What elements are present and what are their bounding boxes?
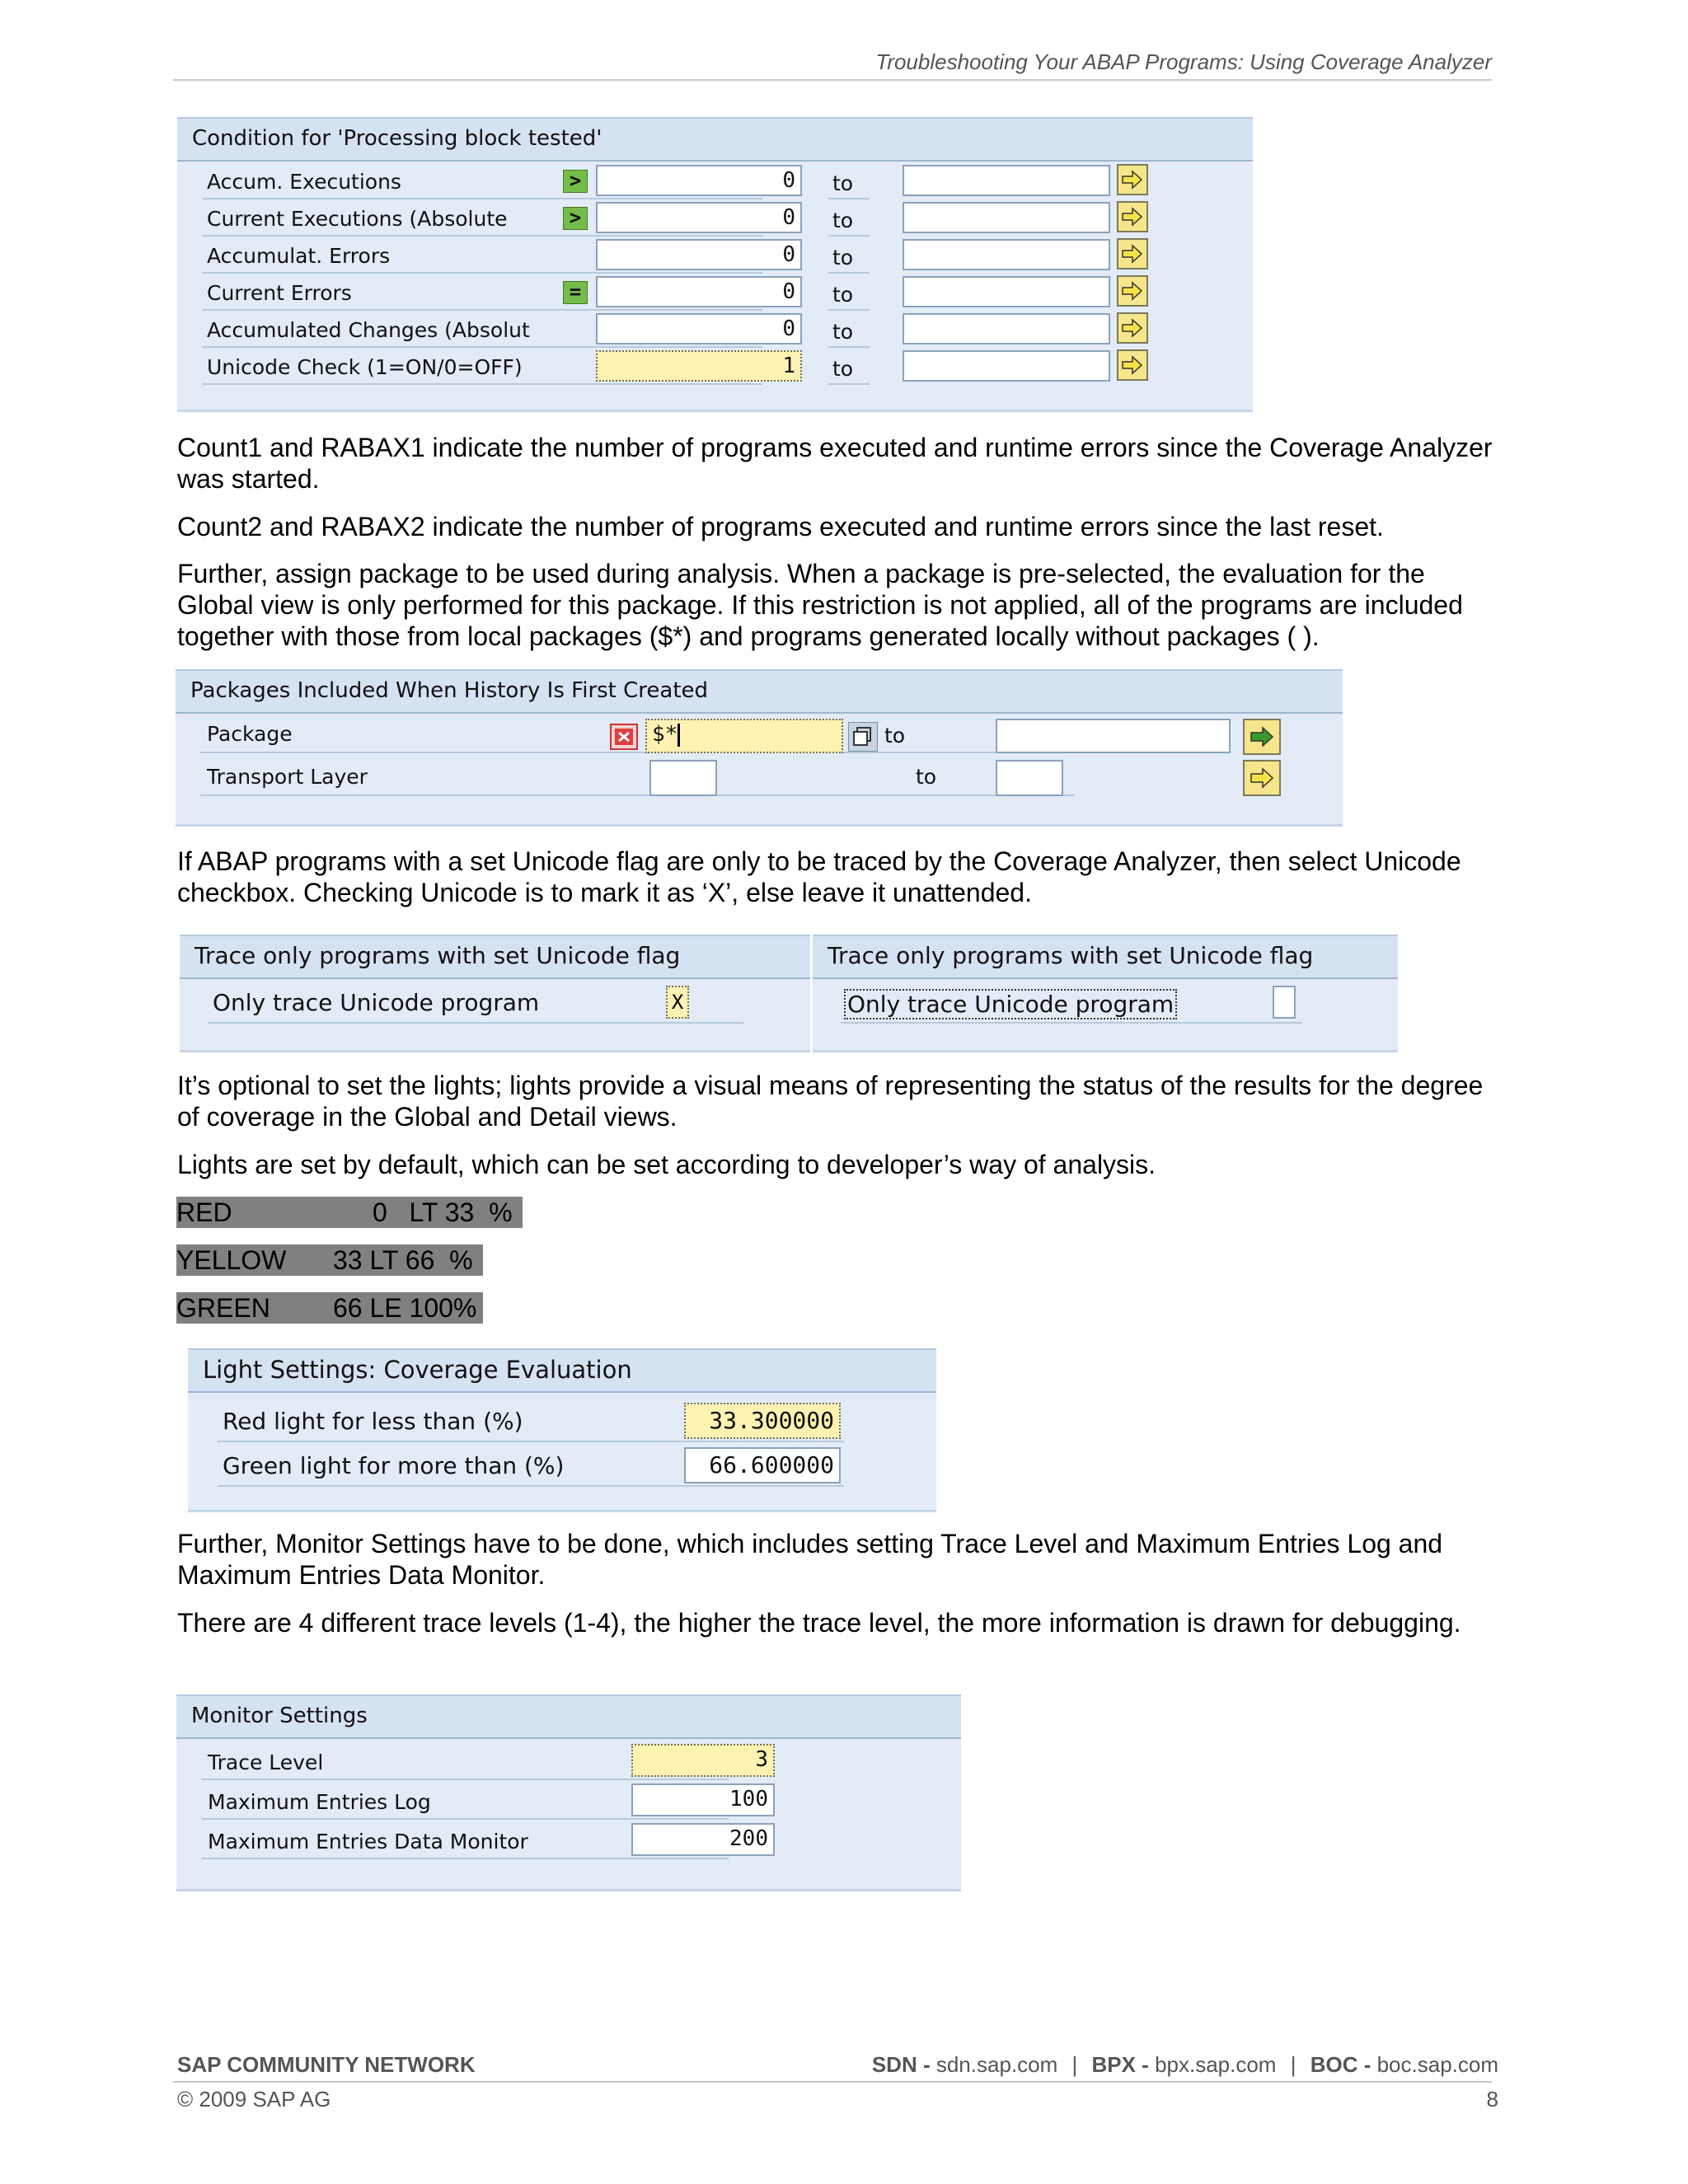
unicode-panel-checked	[180, 935, 810, 1052]
condition-to-label: to	[832, 357, 854, 381]
light-name: GREEN	[176, 1293, 270, 1323]
red-light-label: Red light for less than (%)	[223, 1408, 523, 1435]
light-row-red	[176, 1197, 523, 1228]
footer-separator: |	[1071, 2052, 1078, 2077]
multiple-selection-arrow-icon[interactable]	[1243, 760, 1281, 796]
monitor-value-input[interactable]: 3	[631, 1744, 775, 1777]
comparison-operator-button[interactable]: >	[563, 170, 588, 193]
monitor-row-label: Maximum Entries Log	[208, 1790, 431, 1814]
header-title: Troubleshooting Your ABAP Programs: Using Coverage Analyzer	[875, 49, 1492, 74]
row-divider	[201, 1818, 729, 1820]
footer-sdn-url[interactable]: sdn.sap.com	[935, 2052, 1058, 2077]
paragraph-package: Further, assign package to be used during analysis. When a package is pre-selected, the evaluation for the Global view is only performed for this package. If this restriction is not applied, all of the programs are included together with those from local packages ($*) and programs generated locally without packages ( ).	[177, 559, 1463, 651]
condition-from-input[interactable]: 0	[596, 202, 802, 233]
multiple-selection-arrow-icon[interactable]	[1117, 164, 1148, 195]
transport-layer-label: Transport Layer	[207, 765, 368, 789]
condition-to-input[interactable]	[903, 313, 1110, 344]
condition-to-input[interactable]	[903, 239, 1110, 270]
condition-row-label: Unicode Check (1=ON/0=OFF)	[207, 355, 523, 379]
light-range: 33 LT 66 %	[333, 1245, 473, 1275]
multiple-selection-arrow-icon[interactable]	[1117, 201, 1148, 232]
condition-to-input[interactable]	[903, 276, 1110, 307]
light-settings-title: Light Settings: Coverage Evaluation	[188, 1348, 936, 1393]
row-divider	[201, 1858, 729, 1859]
transport-layer-input[interactable]	[649, 760, 717, 796]
paragraph-count2: Count2 and RABAX2 indicate the number of programs executed and runtime errors since the last reset.	[177, 512, 1384, 541]
condition-row-label: Accum. Executions	[207, 170, 401, 194]
row-divider	[202, 346, 762, 348]
footer-network: SAP COMMUNITY NETWORK	[177, 2052, 476, 2077]
footer-boc-label: BOC -	[1310, 2052, 1377, 2077]
footer-page-number: 8	[1486, 2087, 1498, 2111]
multiple-selection-arrow-icon[interactable]	[1117, 349, 1148, 381]
row-divider	[202, 383, 762, 385]
condition-from-input[interactable]: 0	[596, 313, 802, 344]
light-settings-panel	[188, 1348, 936, 1512]
footer-links	[872, 2052, 1498, 2078]
monitor-row-label: Trace Level	[208, 1750, 324, 1774]
unicode-panel-unchecked	[813, 935, 1398, 1052]
condition-to-input[interactable]	[903, 165, 1110, 196]
row-divider	[828, 235, 870, 237]
row-divider	[828, 346, 870, 348]
package-to-label: to	[884, 724, 906, 748]
light-row-yellow	[176, 1244, 483, 1276]
paragraph-monitor: Further, Monitor Settings have to be done, which includes setting Trace Level and Maximum Entries Log and Maximum Entries Data Monitor.	[177, 1529, 1443, 1590]
unicode-panel-title: Trace only programs with set Unicode flag	[813, 935, 1398, 979]
condition-to-label: to	[832, 246, 854, 269]
light-name: YELLOW	[176, 1245, 287, 1275]
package-to-input[interactable]	[996, 719, 1231, 753]
green-light-input[interactable]: 66.600000	[684, 1447, 841, 1483]
condition-to-input[interactable]	[903, 350, 1110, 382]
paragraph-lights: It’s optional to set the lights; lights provide a visual means of representing the status of the results for the degree of coverage in the Global and Detail views.	[177, 1071, 1484, 1132]
condition-to-label: to	[832, 320, 854, 344]
row-divider	[218, 1485, 844, 1487]
footer-bpx-url[interactable]: bpx.sap.com	[1155, 2052, 1277, 2077]
condition-row-label: Accumulat. Errors	[207, 244, 391, 268]
search-help-icon[interactable]	[848, 722, 878, 752]
row-divider	[201, 1779, 729, 1780]
paragraph-trace-levels: There are 4 different trace levels (1-4), the higher the trace level, the more information is drawn for debugging.	[177, 1608, 1461, 1638]
paragraph-unicode: If ABAP programs with a set Unicode flag are only to be traced by the Coverage Analyzer, then select Unicode checkbox. Checking Unicode is to mark it as ‘X’, else leave it unattended.	[177, 846, 1461, 907]
footer-boc-url[interactable]: boc.sap.com	[1376, 2052, 1498, 2077]
row-divider	[202, 198, 762, 199]
paragraph-lights-default: Lights are set by default, which can be set according to developer’s way of analysis.	[177, 1150, 1156, 1179]
condition-to-label: to	[832, 209, 854, 232]
row-divider	[202, 235, 762, 237]
packages-panel	[176, 669, 1343, 827]
row-divider	[218, 1441, 844, 1442]
condition-row-label: Current Errors	[207, 281, 352, 305]
text-cursor	[678, 724, 680, 747]
red-light-input[interactable]: 33.300000	[684, 1403, 841, 1439]
green-light-label: Green light for more than (%)	[223, 1452, 565, 1479]
row-divider	[841, 1022, 1302, 1024]
condition-from-input[interactable]: 0	[596, 276, 802, 307]
condition-row-label: Accumulated Changes (Absolut	[207, 318, 530, 342]
comparison-operator-button[interactable]: =	[563, 281, 588, 304]
footer-copyright: © 2009 SAP AG	[177, 2087, 331, 2111]
condition-to-label: to	[832, 283, 854, 307]
footer-divider	[173, 2081, 1492, 2083]
paragraph-count1: Count1 and RABAX1 indicate the number of programs executed and runtime errors since the Coverage Analyzer was started.	[177, 433, 1493, 494]
multiple-selection-arrow-icon[interactable]	[1117, 238, 1148, 269]
monitor-settings-title: Monitor Settings	[176, 1694, 961, 1739]
transport-to-label: to	[916, 765, 937, 789]
footer-separator: |	[1290, 2052, 1296, 2077]
footer-sdn-label: SDN -	[871, 2052, 936, 2077]
monitor-settings-panel	[176, 1694, 961, 1891]
row-divider	[828, 198, 870, 199]
condition-from-input[interactable]: 0	[596, 165, 802, 196]
transport-to-input[interactable]	[996, 760, 1063, 796]
page-header	[173, 48, 1492, 81]
multiple-selection-arrow-icon[interactable]	[1117, 312, 1148, 344]
condition-row-label: Current Executions (Absolute	[207, 207, 508, 231]
package-input[interactable]	[645, 719, 843, 753]
footer-bpx-label: BPX -	[1091, 2052, 1156, 2077]
condition-to-label: to	[832, 171, 854, 195]
light-row-green	[176, 1292, 483, 1324]
packages-panel-title: Packages Included When History Is First Created	[176, 669, 1343, 714]
unicode-label-focused: Only trace Unicode program	[844, 989, 1177, 1019]
row-divider	[200, 752, 1074, 753]
row-divider	[202, 309, 762, 311]
light-range: 0 LT 33 %	[373, 1197, 513, 1227]
package-label: Package	[207, 722, 293, 746]
row-divider	[828, 309, 870, 311]
condition-panel-title: Condition for 'Processing block tested'	[177, 117, 1253, 162]
multiple-selection-arrow-icon[interactable]	[1117, 275, 1148, 307]
condition-from-input[interactable]: 0	[596, 239, 802, 270]
row-divider	[828, 383, 870, 385]
exclude-icon[interactable]	[610, 724, 638, 750]
unicode-panel-title: Trace only programs with set Unicode flag	[180, 935, 810, 979]
light-range: 66 LE 100%	[333, 1293, 477, 1323]
row-divider	[202, 272, 762, 274]
unicode-checkbox-unchecked[interactable]	[1273, 986, 1296, 1019]
monitor-value-input[interactable]: 100	[631, 1783, 775, 1816]
comparison-operator-button[interactable]: >	[563, 207, 588, 230]
package-value: $*	[652, 722, 678, 747]
monitor-row-label: Maximum Entries Data Monitor	[208, 1830, 528, 1854]
unicode-checkbox-checked[interactable]: X	[666, 986, 689, 1019]
row-divider	[208, 1022, 743, 1024]
unicode-label: Only trace Unicode program	[213, 989, 540, 1016]
monitor-value-input[interactable]: 200	[631, 1823, 775, 1856]
multiple-selection-arrow-icon[interactable]	[1243, 719, 1281, 755]
condition-from-input[interactable]: 1	[596, 350, 802, 382]
row-divider	[200, 794, 1074, 796]
row-divider	[828, 272, 870, 274]
light-name: RED	[176, 1197, 232, 1227]
condition-panel	[177, 117, 1253, 412]
condition-to-input[interactable]	[903, 202, 1110, 233]
